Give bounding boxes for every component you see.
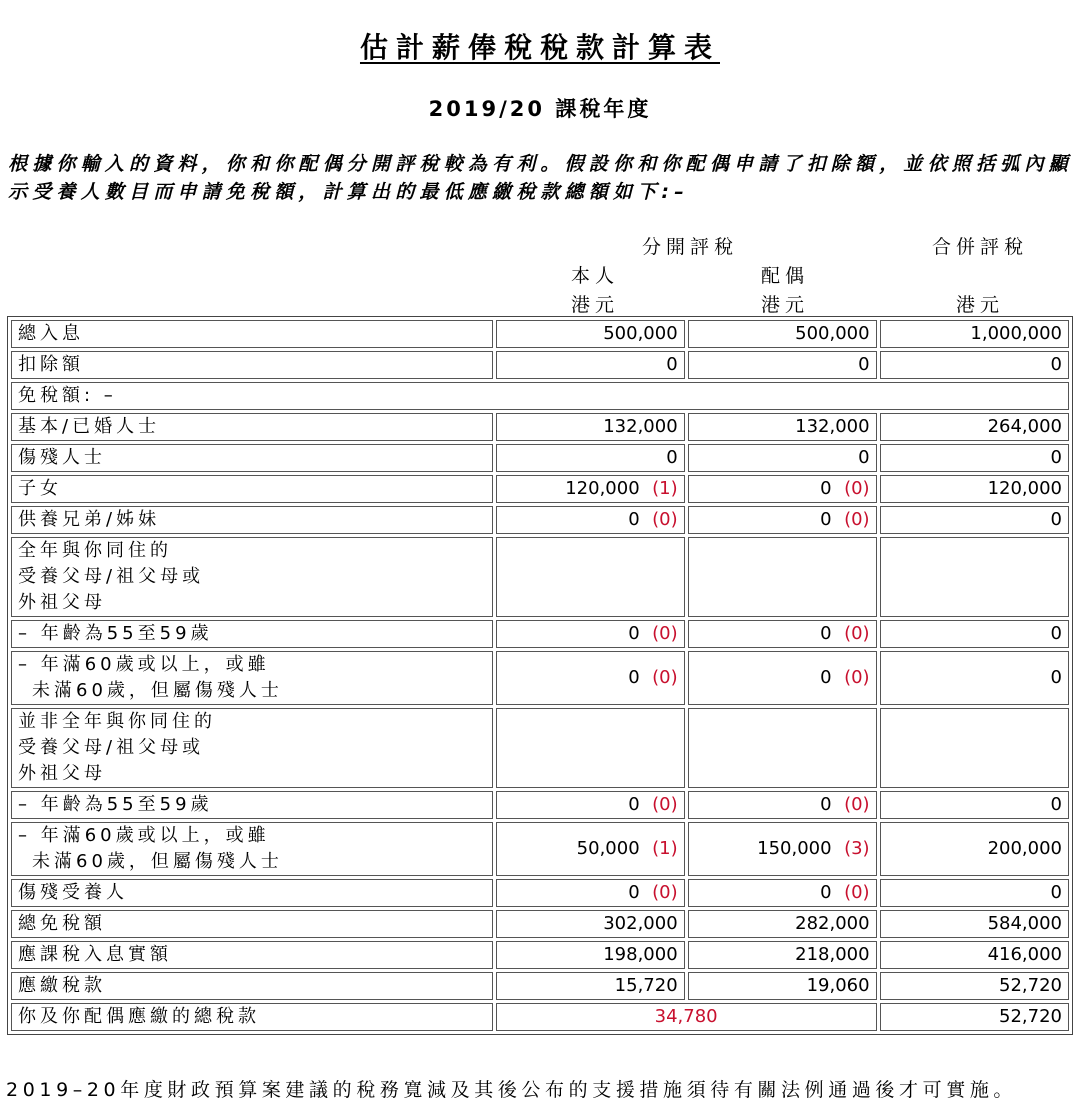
label-allowances: 免稅額: – bbox=[11, 382, 1069, 410]
label-age-60-plus: – 年滿60歲或以上，或雖 未滿60歲，但屬傷殘人士 bbox=[11, 822, 493, 876]
value-self: 0 (0) bbox=[496, 879, 685, 907]
label-net-chargeable-income: 應課稅入息實額 bbox=[11, 941, 493, 969]
tax-calculation-table bbox=[7, 316, 1073, 1035]
self-header: 本人 bbox=[570, 265, 619, 287]
value-joint: 52,720 bbox=[880, 1003, 1069, 1031]
label-total-allowances: 總免稅額 bbox=[11, 910, 493, 938]
value-self: 132,000 bbox=[496, 413, 685, 441]
dependant-count: (0) bbox=[844, 623, 870, 644]
value-joint: 0 bbox=[880, 651, 1069, 705]
row-allowances-heading bbox=[11, 382, 1069, 410]
value-self: 15,720 bbox=[496, 972, 685, 1000]
currency-self-header: 港元 bbox=[570, 294, 619, 316]
value-self: 0 bbox=[496, 351, 685, 379]
dependant-count: (0) bbox=[652, 667, 678, 688]
label-siblings: 供養兄弟/姊妹 bbox=[11, 506, 493, 534]
label-tax-payable: 應繳稅款 bbox=[11, 972, 493, 1000]
value-joint: 0 bbox=[880, 506, 1069, 534]
value-self bbox=[496, 708, 685, 788]
value-spouse: 0 (0) bbox=[688, 791, 877, 819]
label-age-55-59: – 年齡為55至59歲 bbox=[11, 791, 493, 819]
value-joint: 264,000 bbox=[880, 413, 1069, 441]
row-total-allowances bbox=[11, 910, 1069, 938]
value-spouse: 150,000 (3) bbox=[688, 822, 877, 876]
dependant-count: (0) bbox=[844, 882, 870, 903]
row-nonresident-parents-55-59 bbox=[11, 791, 1069, 819]
value-self: 0 (0) bbox=[496, 506, 685, 534]
value-spouse: 132,000 bbox=[688, 413, 877, 441]
dependant-count: (0) bbox=[844, 794, 870, 815]
dependant-count: (0) bbox=[652, 882, 678, 903]
value-spouse: 0 (0) bbox=[688, 506, 877, 534]
dependant-count: (0) bbox=[844, 667, 870, 688]
value-self: 0 (0) bbox=[496, 791, 685, 819]
value-joint: 0 bbox=[880, 351, 1069, 379]
value-spouse: 0 bbox=[688, 444, 877, 472]
spouse-header: 配偶 bbox=[760, 265, 809, 287]
row-nonresident-parents-60-plus bbox=[11, 822, 1069, 876]
joint-assessment-header: 合併評稅 bbox=[931, 236, 1028, 258]
value-joint: 52,720 bbox=[880, 972, 1069, 1000]
value-spouse: 19,060 bbox=[688, 972, 877, 1000]
row-net-chargeable-income bbox=[11, 941, 1069, 969]
value-spouse: 500,000 bbox=[688, 320, 877, 348]
label-deductions: 扣除額 bbox=[11, 351, 493, 379]
value-spouse: 218,000 bbox=[688, 941, 877, 969]
dependant-count: (0) bbox=[652, 623, 678, 644]
value-self: 120,000 (1) bbox=[496, 475, 685, 503]
value-joint: 1,000,000 bbox=[880, 320, 1069, 348]
value-spouse bbox=[688, 708, 877, 788]
row-nonresident-parents-heading bbox=[11, 708, 1069, 788]
separate-assessment-header: 分開評稅 bbox=[641, 236, 738, 258]
currency-spouse-header: 港元 bbox=[760, 294, 809, 316]
row-total-income bbox=[11, 320, 1069, 348]
value-spouse: 0 (0) bbox=[688, 620, 877, 648]
dependant-count: (0) bbox=[652, 794, 678, 815]
value-spouse: 0 (0) bbox=[688, 879, 877, 907]
row-disabled-dependant bbox=[11, 879, 1069, 907]
label-age-60-plus: – 年滿60歲或以上，或雖 未滿60歲，但屬傷殘人士 bbox=[11, 651, 493, 705]
label-basic-allowance: 基本/已婚人士 bbox=[11, 413, 493, 441]
value-spouse: 0 (0) bbox=[688, 475, 877, 503]
value-separate-total: 34,780 bbox=[496, 1003, 877, 1031]
dependant-count: (0) bbox=[652, 509, 678, 530]
currency-joint-header: 港元 bbox=[955, 294, 1004, 316]
value-spouse: 0 bbox=[688, 351, 877, 379]
dependant-count: (3) bbox=[844, 838, 870, 859]
row-disabled-person bbox=[11, 444, 1069, 472]
assessment-year: 2019/20 課稅年度 bbox=[428, 97, 652, 121]
intro-text: 根據你輸入的資料，你和你配偶分開評稅較為有利。假設你和你配偶申請了扣除額，並依照括弧內顯示受養人數目而申請免稅額，計算出的最低應繳稅款總額如下:– bbox=[8, 153, 1073, 203]
page-title: 估計薪俸稅稅款計算表 bbox=[359, 31, 720, 64]
row-resident-parents-60-plus bbox=[11, 651, 1069, 705]
value-joint: 120,000 bbox=[880, 475, 1069, 503]
label-disabled-dependant: 傷殘受養人 bbox=[11, 879, 493, 907]
value-self: 302,000 bbox=[496, 910, 685, 938]
dependant-count: (0) bbox=[844, 478, 870, 499]
value-joint: 200,000 bbox=[880, 822, 1069, 876]
value-spouse: 0 (0) bbox=[688, 651, 877, 705]
label-total-income: 總入息 bbox=[11, 320, 493, 348]
value-self: 0 bbox=[496, 444, 685, 472]
label-nonresident-parents: 並非全年與你同住的 受養父母/祖父母或 外祖父母 bbox=[11, 708, 493, 788]
value-joint: 0 bbox=[880, 620, 1069, 648]
label-disabled-person: 傷殘人士 bbox=[11, 444, 493, 472]
footer-note: 2019–20年度財政預算案建議的稅務寬減及其後公布的支援措施須待有關法例通過後才可實施。 bbox=[6, 1079, 1018, 1101]
label-resident-parents: 全年與你同住的 受養父母/祖父母或 外祖父母 bbox=[11, 537, 493, 617]
value-joint: 0 bbox=[880, 791, 1069, 819]
label-total-tax: 你及你配偶應繳的總稅款 bbox=[11, 1003, 493, 1031]
value-joint: 0 bbox=[880, 879, 1069, 907]
value-joint: 0 bbox=[880, 444, 1069, 472]
label-age-55-59: – 年齡為55至59歲 bbox=[11, 620, 493, 648]
dependant-count: (1) bbox=[652, 478, 678, 499]
value-self: 50,000 (1) bbox=[496, 822, 685, 876]
row-tax-payable bbox=[11, 972, 1069, 1000]
value-self: 198,000 bbox=[496, 941, 685, 969]
label-children: 子女 bbox=[11, 475, 493, 503]
row-siblings bbox=[11, 506, 1069, 534]
dependant-count: (1) bbox=[652, 838, 678, 859]
row-children bbox=[11, 475, 1069, 503]
value-spouse: 282,000 bbox=[688, 910, 877, 938]
value-self: 0 (0) bbox=[496, 651, 685, 705]
value-self: 0 (0) bbox=[496, 620, 685, 648]
value-spouse bbox=[688, 537, 877, 617]
value-joint: 584,000 bbox=[880, 910, 1069, 938]
row-resident-parents-heading bbox=[11, 537, 1069, 617]
row-basic-allowance bbox=[11, 413, 1069, 441]
value-self: 500,000 bbox=[496, 320, 685, 348]
value-joint: 416,000 bbox=[880, 941, 1069, 969]
value-joint bbox=[880, 708, 1069, 788]
row-total-tax bbox=[11, 1003, 1069, 1031]
value-self bbox=[496, 537, 685, 617]
row-resident-parents-55-59 bbox=[11, 620, 1069, 648]
row-deductions bbox=[11, 351, 1069, 379]
value-joint bbox=[880, 537, 1069, 617]
dependant-count: (0) bbox=[844, 509, 870, 530]
